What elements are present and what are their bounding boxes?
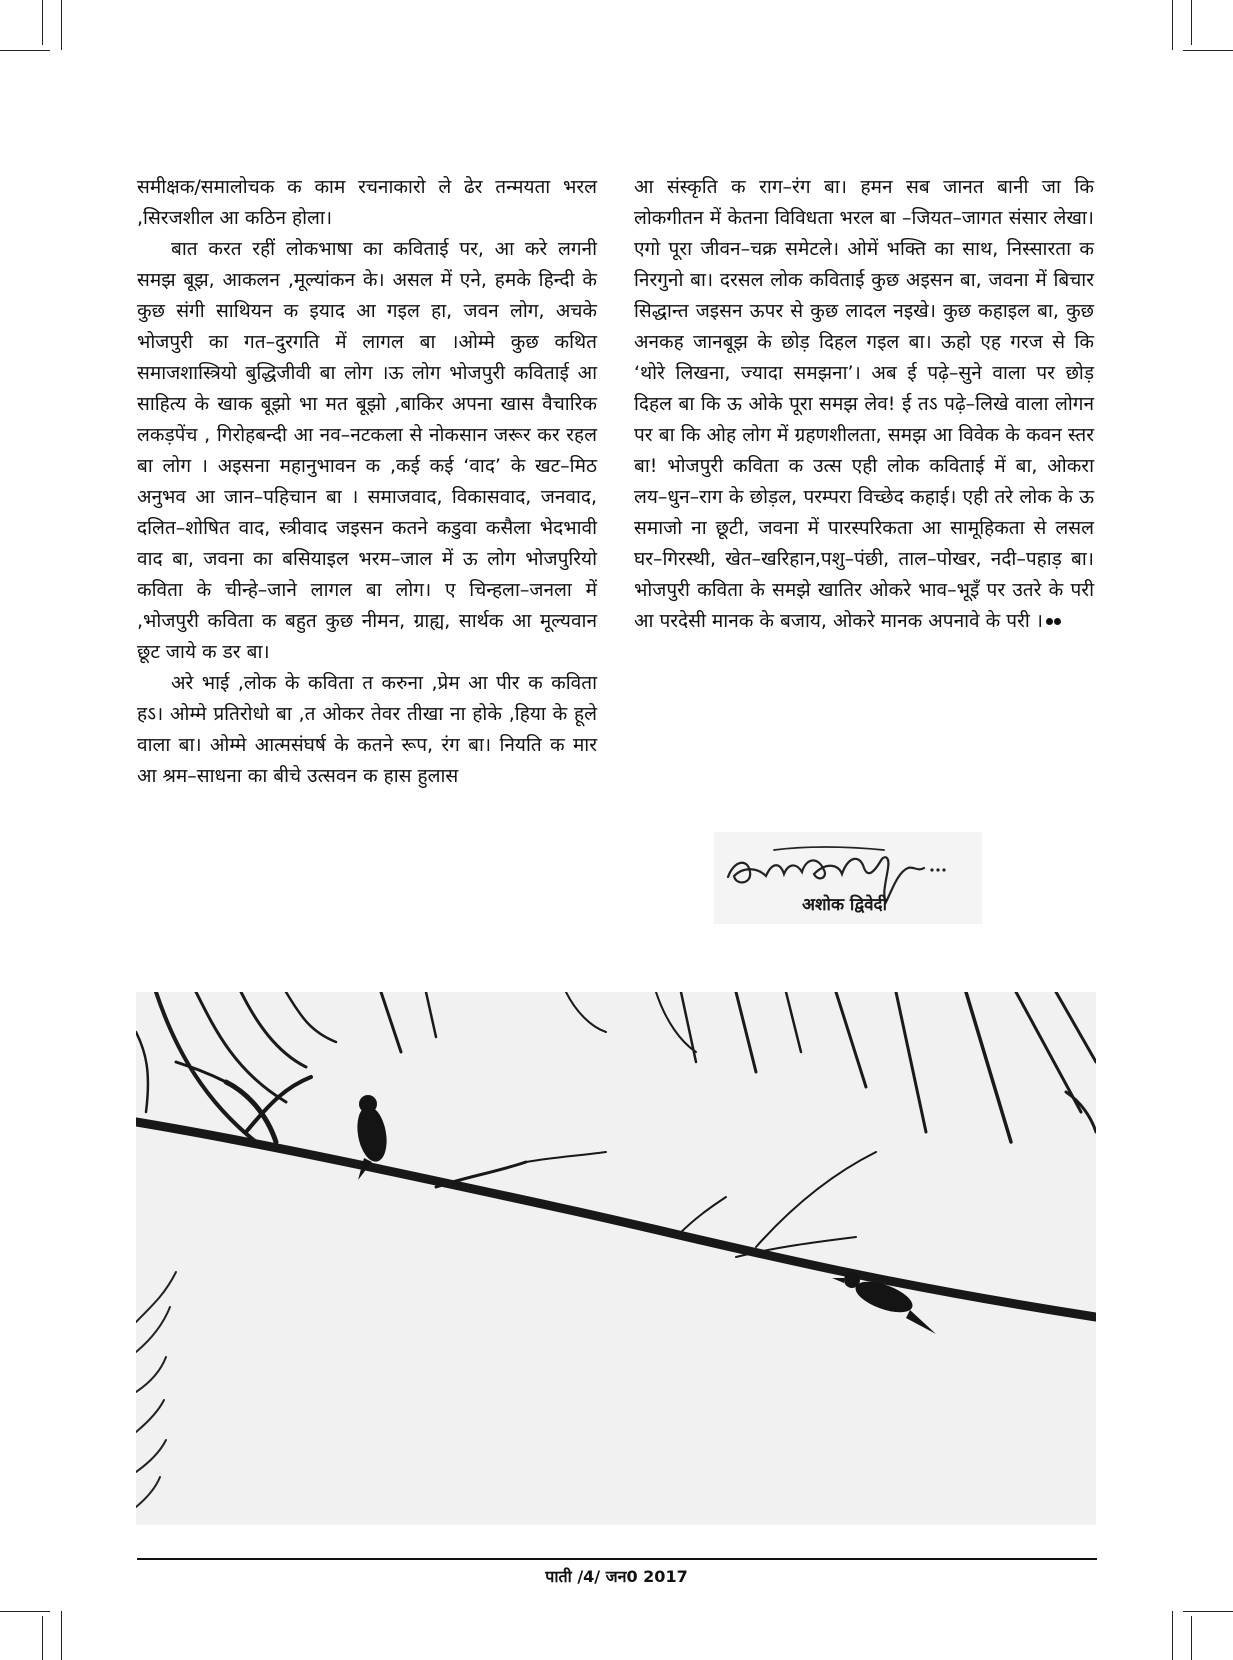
article-left-column <box>137 172 597 792</box>
end-mark-icon <box>1043 610 1061 632</box>
crop-mark <box>1191 1616 1192 1660</box>
crop-mark <box>42 1616 43 1660</box>
paragraph-text: आ संस्कृति क राग–रंग बा। हमन सब जानत बानी जा कि लोकगीतन में केतना विविधता भरल बा –जियत–जागत संसार लेखा। एगो पूरा जीवन–चक्र समेटले। ओमें भक्ति का साथ, निस्सारता क निरगुनो बा। दरसल लोक कविताई कुछ अइसन बा, जवना में बिचार सिद्धान्त जइसन ऊपर से कुछ लादल नइखे। कुछ कहाइल बा, कुछ अनकह जानबूझ के छोड़ दिहल गइल बा। ऊहो एह गरज से कि ‘थोरे लिखना, ज्यादा समझना’। अब ई पढ़े–सुने वाला पर छोड़ दिहल बा कि ऊ ओके पूरा समझ लेव! ई तऽ पढ़े–लिखे वाला लोगन पर बा कि ओह लोग में ग्रहणशीलता, समझ आ विवेक के कवन स्तर बा! भोजपुरी कविता क उत्स एही लोक कविताई में बा, ओकरा लय–धुन–राग के छोड़ल, परम्परा विच्छेद कहाई। एही तरे लोक के ऊ समाजो ना छूटी, जवना में पारस्परिकता आ सामूहिकता से लसल घर–गिरस्थी, खेत–खरिहान,पशु–पंछी, ताल–पोखर, नदी–पहाड़ बा। भोजपुरी कविता के समझे खातिर ओकरे भाव–भूइँ पर उतरे के परी आ परदेसी मानक के बजाय, ओकरे मानक अपनावे के परी । <box>634 176 1094 632</box>
author-signature <box>714 832 982 924</box>
author-name: अशोक द्विवेदी <box>802 895 887 915</box>
crop-mark <box>1172 1611 1173 1660</box>
paragraph: अरे भाई ,लोक के कविता त करुना ,प्रेम आ पीर क कविता हऽ। ओम्मे प्रतिरोधो बा ,त ओकर तेवर तीखा ना होके ,हिया के हूले वाला बा। ओम्मे आत्मसंघर्ष के कतने रूप, रंग बा। नियति क मार आ श्रम–साधना का बीचे उत्सवन क हास हुलास <box>137 672 597 787</box>
paragraph: बात करत रहीं लोकभाषा का कविताई पर, आ करे लगनी समझ बूझ, आकलन ,मूल्यांकन के। असल में एने, हमके हिन्दी के कुछ संगी साथियन क इयाद आ गइल हा, जवन लोग, अचके भोजपुरी का गत–दुरगति में लागल बा ।ओम्मे कुछ कथित समाजशास्त्रियो बुद्धिजीवी बा लोग ।ऊ लोग भोजपुरी कविताई आ साहित्य के खाक बूझो भा मत बूझो ,बाकिर अपना खास वैचारिक लकड़पेंच , गिरोहबन्दी आ नव–नटकला से नोकसान जरूर कर रहल बा लोग । अइसना महानुभावन क ,कई कई ‘वाद’ के खट–मिठ अनुभव आ जान–पहिचान बा । समाजवाद, विकासवाद, जनवाद, दलित–शोषित वाद, स्त्रीवाद जइसन कतने कडुवा कसैला भेदभावी वाद बा, जवना का बसियाइल भरम–जाल में ऊ लोग भोजपुरियो कविता के चीन्हे–जाने लागल बा लोग। ए चिन्हला–जनला में ,भोजपुरी कविता क बहुत कुछ नीमन, ग्राह्य, सार्थक आ मूल्यवान छूट जाये क डर बा। <box>137 238 597 663</box>
crop-mark <box>0 50 50 51</box>
crop-mark <box>1183 50 1233 51</box>
article-right-column <box>634 172 1094 637</box>
crop-mark <box>61 0 62 50</box>
paragraph <box>634 172 1094 637</box>
crop-mark <box>1172 0 1173 50</box>
bird-branch-photo <box>136 992 1096 1525</box>
footer-rule <box>137 1558 1097 1560</box>
crop-mark <box>1183 1611 1233 1612</box>
crop-mark <box>1191 0 1192 45</box>
crop-mark <box>61 1611 62 1660</box>
crop-mark <box>0 1611 50 1612</box>
crop-mark <box>42 0 43 45</box>
page-footer: पाती /4/ जन0 2017 <box>545 1567 688 1586</box>
paragraph: समीक्षक/समालोचक क काम रचनाकारो ले ढेर तन्मयता भरल ,सिरजशील आ कठिन होला। <box>137 176 597 229</box>
bird-branch-illustration <box>136 992 1096 1525</box>
